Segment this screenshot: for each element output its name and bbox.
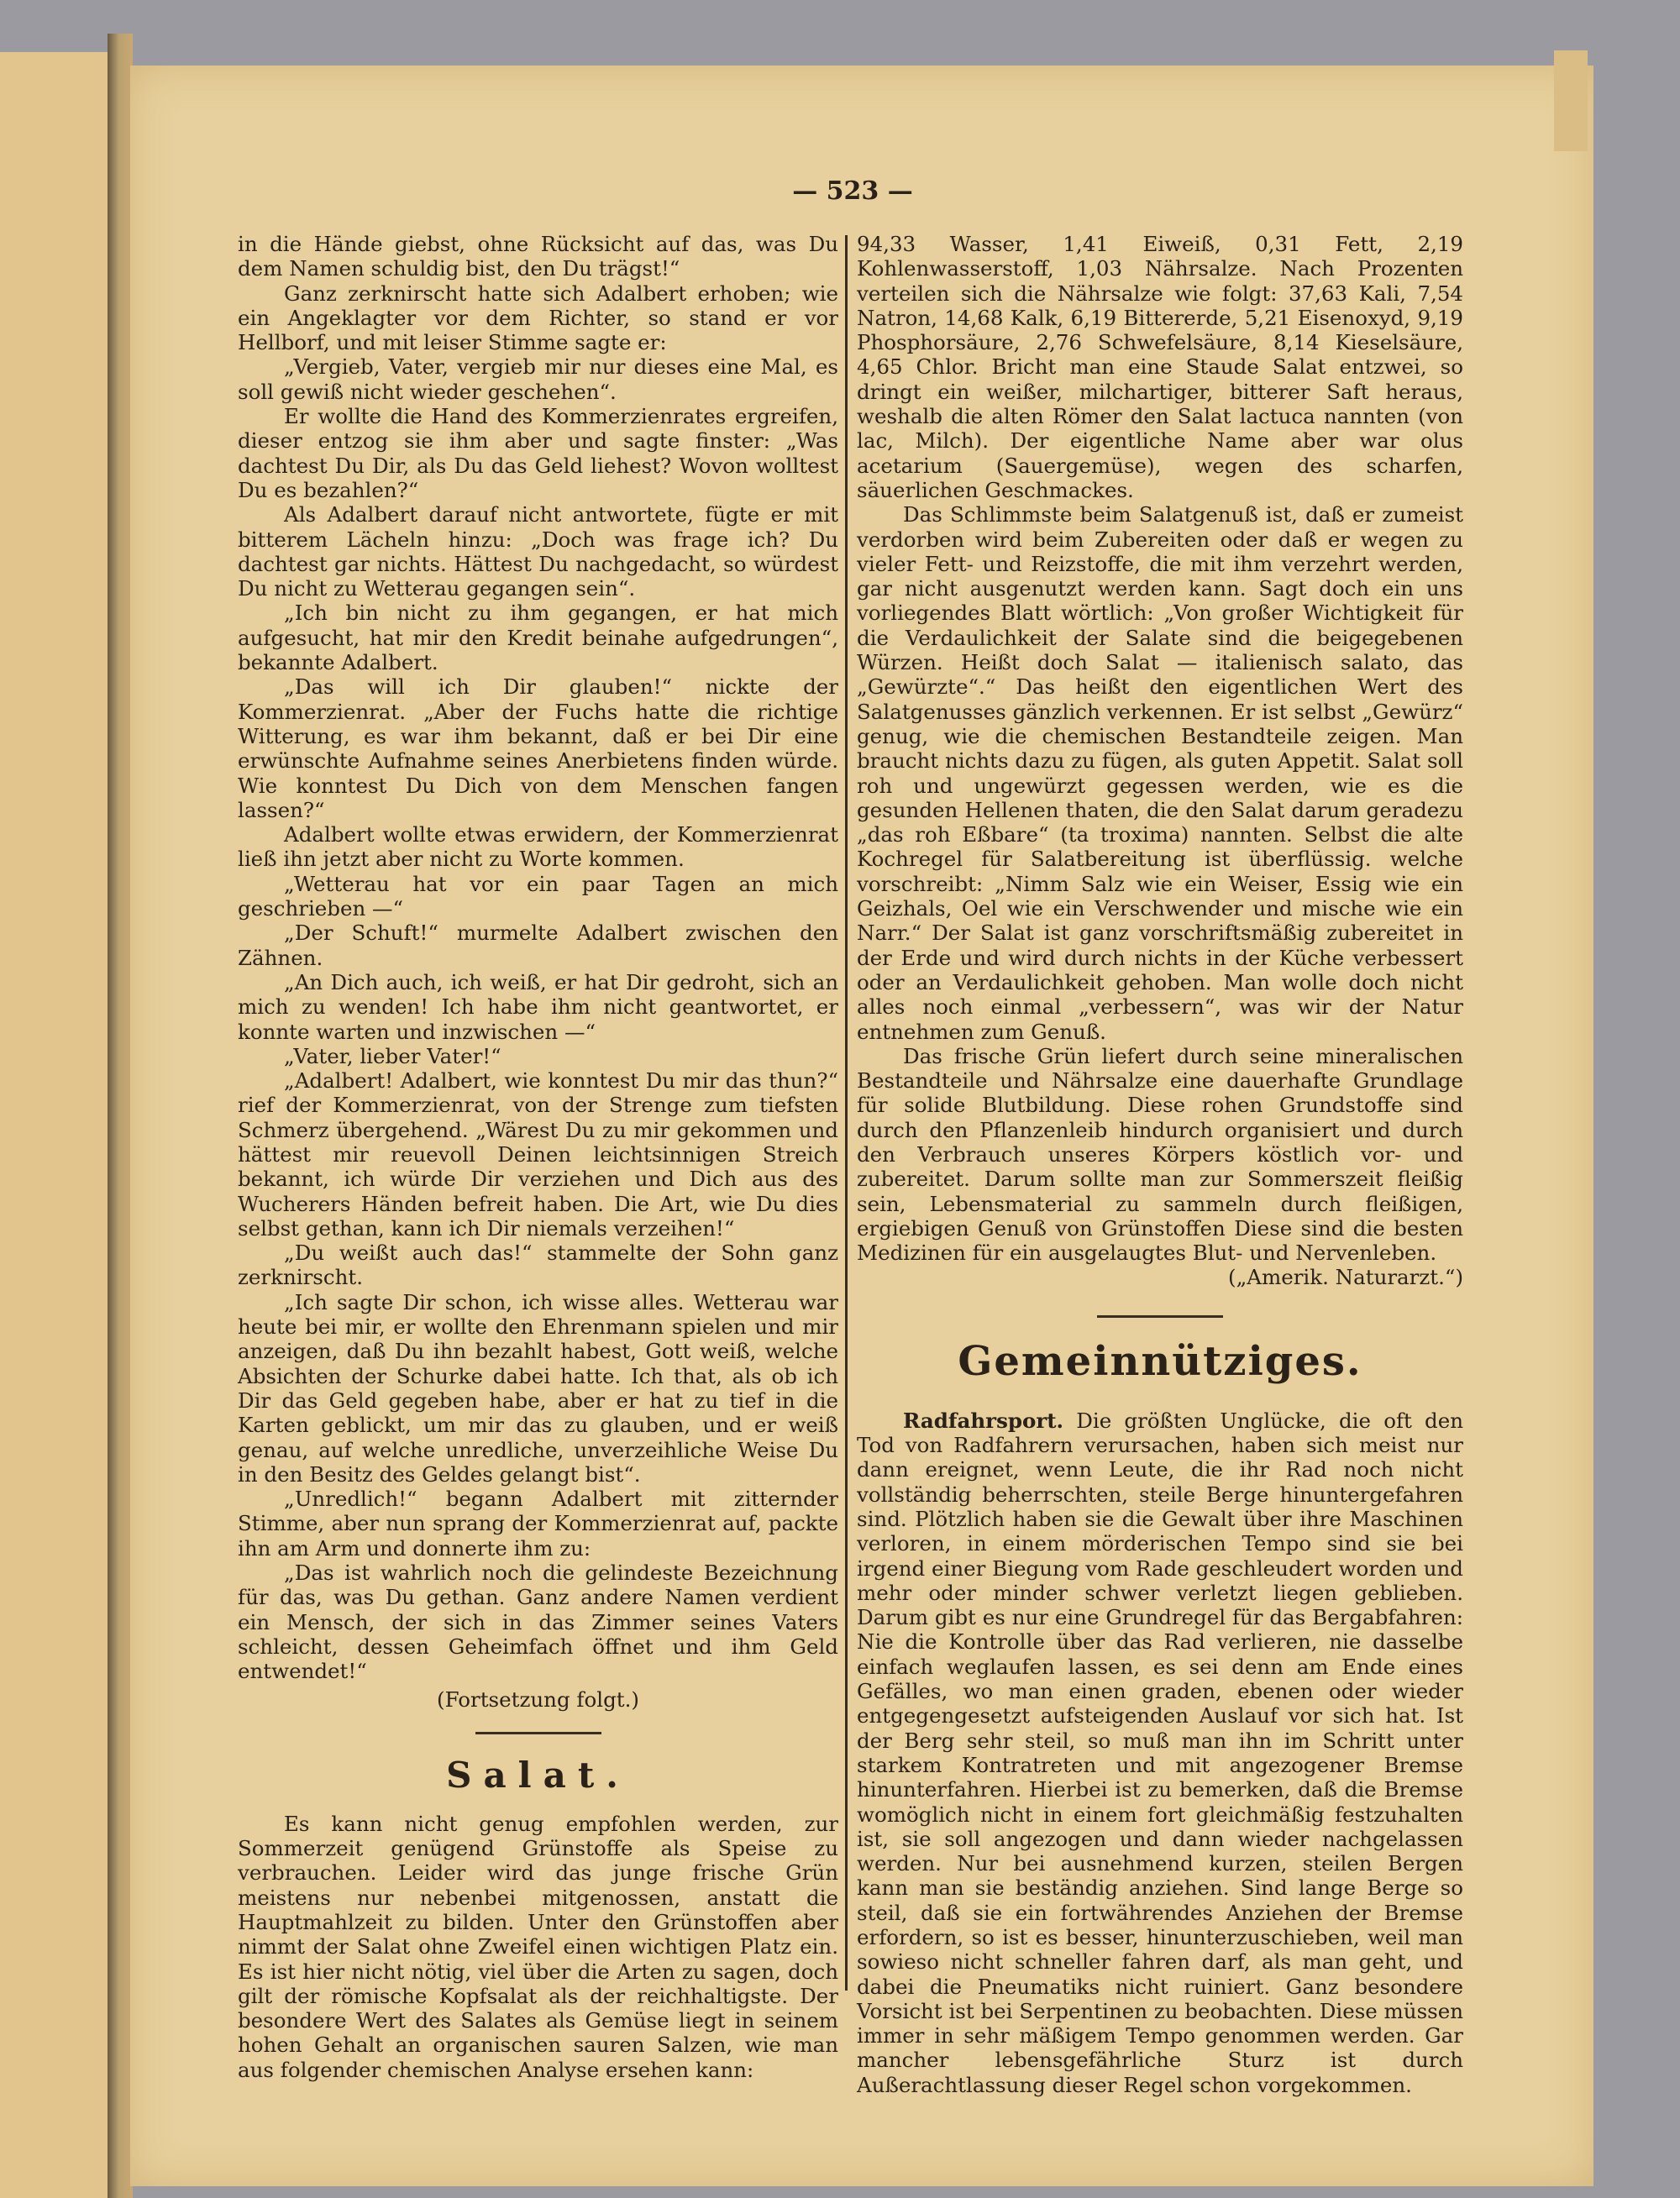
left-column (238, 232, 838, 2082)
salat-heading: Salat. (446, 1754, 630, 1796)
book-spine (108, 34, 133, 2198)
story-paragraph: „Ich sagte Dir schon, ich wisse alles. Wetterau war heute bei mir, er wollte den Ehrenmann spielen und mir anzeigen, daß Du ihn bezahlt habest, Gott weiß, welche Absichten der Schurke dabei hatte. Ich that, als ob ich Dir das Geld gegeben habe, aber er hat zu tief in die Karten geblickt, um mir das zu glauben, und er weiß genau, auf welche unredliche, unverzeihliche Weise Du in den Besitz des Geldes gelangt bist“. (238, 1289, 838, 1487)
salat-paragraph: 94,33 Wasser, 1,41 Eiweiß, 0,31 Fett, 2,19 Kohlenwasserstoff, 1,03 Nährsalze. Nach Prozenten verteilen sich die Nährsalze wie folgt: 37,63 Kali, 7,54 Natron, 14,68 Kalk, 6,19 Bittererde, 5,21 Eisenoxyd, 9,19 Phosphorsäure, 2,76 Schwefelsäure, 8,14 Kieselsäure, 4,65 Chlor. Bricht man eine Staude Salat entzwei, so dringt ein weißer, milchartiger, bitterer Saft heraus, weshalb die alten Römer den Salat lactuca nannten (von lac, Milch). Der eigentliche Name aber war olus acetarium (Sauergemüse), wegen des scharfen, säuerlichen Geschmackes. (857, 232, 1463, 502)
radfahrsport-text: Die größten Unglücke, die oft den Tod von Radfahrern verursachen, haben sich meist nur dann ereignet, wenn Leute, die ihr Rad noch nicht vollständig beherrschten, steile Berge hinuntergefahren sind. Plötzlich haben sie die Gewalt über ihre Maschinen verloren, in einem mörderischen Tempo sind sie bei irgend einer Biegung vom Rade geschleudert worden und mehr oder minder schwer verletzt liegen geblieben. Darum gibt es nur eine Grundregel für das Bergabfahren: Nie die Kontrolle über das Rad verlieren, nie dasselbe einfach weglaufen lassen, es sei denn am Ende eines Gefälles, wo man einen graden, ebenen oder wieder entgegengesetzt aufsteigenden Auslauf vor sich hat. Ist der Berg sehr steil, so muß man ihn im Schritt unter starkem Kontratreten und mit angezogener Bremse hinunterfahren. Hierbei ist zu bemerken, daß die Bremse womöglich nicht in einem fort gleichmäßig festzuhalten ist, sie soll angezogen und dann wieder nachgelassen werden. Nur bei ausnehmend kurzen, steilen Bergen kann man sie beständig anziehen. Sind lange Berge so steil, daß sie ein fortwährendes Anziehen der Bremse erfordern, so ist es besser, hinunterzuschieben, weil man sowieso nicht schneller fahren darf, als man geht, und dabei die Pneumatiks nicht ruiniert. Ganz besondere Vorsicht ist bei Serpentinen zu beobachten. Diese müssen immer in sehr mäßigem Tempo genommen werden. Gar mancher lebensgefährliche Sturz ist durch Außerachtlassung dieser Regel schon vorgekommen. (857, 1408, 1463, 2097)
story-paragraph: „Adalbert! Adalbert, wie konntest Du mir das thun?“ rief der Kommerzienrat, von der Strenge zum tiefsten Schmerz übergehend. „Wärest Du zu mir gekommen und hättest mir reuevoll Deinen leichtsinnigen Streich bekannt, ich würde Dir verziehen und Dich aus des Wucherers Händen befreit haben. Die Art, wie Du dies selbst gethan, kann ich Dir niemals verzeihen!“ (238, 1068, 838, 1241)
continuation-note: (Fortsetzung folgt.) (437, 1687, 639, 1712)
story-paragraph: Als Adalbert darauf nicht antwortete, fügte er mit bitterem Lächeln hinzu: „Doch was frage ich? Du dachtest gar nichts. Hättest Du nachgedacht, so würdest Du nicht zu Wetterau gegangen sein“. (238, 502, 838, 601)
story-paragraph: „Wetterau hat vor ein paar Tagen an mich geschrieben —“ (238, 871, 838, 921)
radfahrsport-paragraph (857, 1409, 1463, 2097)
page-corner-tear (1554, 50, 1588, 151)
story-paragraph: Ganz zerknirscht hatte sich Adalbert erhoben; wie ein Angeklagter vor dem Richter, so stand er vor Hellborf, und mit leiser Stimme sagte er: (238, 281, 838, 355)
story-paragraph: in die Hände giebst, ohne Rücksicht auf das, was Du dem Namen schuldig bist, den Du trägst!“ (238, 232, 838, 281)
story-paragraph: Adalbert wollte etwas erwidern, der Kommerzienrat ließ ihn jetzt aber nicht zu Worte kommen. (238, 822, 838, 872)
salat-source: („Amerik. Naturarzt.“) (1228, 1265, 1463, 1290)
gemeinnuetziges-heading: Gemeinnütziges. (958, 1337, 1362, 1385)
story-paragraph: „Der Schuft!“ murmelte Adalbert zwischen den Zähnen. (238, 921, 838, 970)
story-paragraph: „Unredlich!“ begann Adalbert mit zitternder Stimme, aber nun sprang der Kommerzienrat auf, packte ihn am Arm und donnerte ihm zu: (238, 1487, 838, 1561)
radfahrsport-label: Radfahrsport. (903, 1408, 1064, 1433)
story-paragraph: „Ich bin nicht zu ihm gegangen, er hat mich aufgesucht, hat mir den Kredit beinahe aufgedrungen“, bekannte Adalbert. (238, 601, 838, 675)
story-paragraph: „Vergieb, Vater, vergieb mir nur dieses eine Mal, es soll gewiß nicht wieder geschehen“. (238, 354, 838, 404)
section-rule (475, 1732, 601, 1734)
page-number: — 523 — (792, 176, 913, 206)
salat-paragraph: Das frische Grün liefert durch seine mineralischen Bestandteile und Nährsalze eine dauerhafte Grundlage für solide Blutbildung. Diese rohen Grundstoffe sind durch den Pflanzenleib hindurch organisiert und durch den Verbrauch unseres Körpers köstlich vor- und zubereitet. Darum sollte man zur Sommerszeit fleißig sein, Lebensmaterial zu sammeln durch fleißigen, ergiebigen Genuß von Grünstoffen Diese sind die besten Medizinen für ein ausgelaugtes Blut- und Nervenleben. (857, 1043, 1463, 1266)
adjacent-page-edge (0, 52, 108, 2198)
story-paragraph: „Das will ich Dir glauben!“ nickte der Kommerzienrat. „Aber der Fuchs hatte die richtige Witterung, es war ihm bekannt, daß er bei Dir eine erwünschte Aufnahme seines Anerbietens finden würde. Wie konntest Du Dich von dem Menschen fangen lassen?“ (238, 674, 838, 822)
right-column (857, 232, 1463, 2097)
story-text (238, 232, 838, 1684)
story-paragraph: „Das ist wahrlich noch die gelindeste Bezeichnung für das, was Du gethan. Ganz andere Namen verdient ein Mensch, der sich in das Zimmer seines Vaters schleicht, dessen Geheimfach öffnet und ihm Geld entwendet!“ (238, 1561, 838, 1684)
salat-paragraph: Das Schlimmste beim Salatgenuß ist, daß er zumeist verdorben wird beim Zubereiten oder daß er wegen zu vieler Fett- und Reizstoffe, die mit ihm verzehrt werden, gar nicht ausgenutzt werden kann. Sagt doch ein uns vorliegendes Blatt wörtlich: „Von großer Wichtigkeit für die Verdaulichkeit der Salate sind die beigegebenen Würzen. Heißt doch Salat — italienisch salato, das „Gewürzte“.“ Das heißt den eigentlichen Wert des Salatgenusses gänzlich verkennen. Er ist selbst „Gewürz“ genug, wie die chemischen Bestandteile zeigen. Man braucht nichts dazu zu fügen, als guten Appetit. Salat soll roh und ungewürzt gegessen werden, wie es die gesunden Hellenen thaten, die den Salat darum geradezu „das roh Eßbare“ (ta troxima) nannten. Selbst die alte Kochregel für Salatbereitung ist überflüssig. welche vorschreibt: „Nimm Salz wie ein Weiser, Essig wie ein Geizhals, Oel wie ein Verschwender und mische wie ein Narr.“ Der Salat ist ganz vorschriftsmäßig zubereitet in der Erde und wird durch nichts in der Küche verbessert oder an Verdaulichkeit gehoben. Man wolle doch nicht alles noch einmal „verbessern“, was wir der Natur entnehmen zum Genuß. (857, 502, 1463, 1044)
story-paragraph: „Du weißt auch das!“ stammelte der Sohn ganz zerknirscht. (238, 1241, 838, 1290)
section-rule (1097, 1315, 1223, 1318)
salat-paragraph: Es kann nicht genug empfohlen werden, zur Sommerzeit genügend Grünstoffe als Speise zu verbrauchen. Leider wird das junge frische Grün meistens nur nebenbei mitgenossen, anstatt die Hauptmahlzeit zu bilden. Unter den Grünstoffen aber nimmt der Salat ohne Zweifel einen wichtigen Platz ein. Es ist hier nicht nötig, viel über die Arten zu sagen, doch gilt der römische Kopfsalat als der reichhaltigste. Der besondere Wert des Salates als Gemüse liegt in seinem hohen Gehalt an organischen sauren Salzen, wie man aus folgender chemischen Analyse ersehen kann: (238, 1811, 838, 2082)
story-paragraph: Er wollte die Hand des Kommerzienrates ergreifen, dieser entzog sie ihm aber und sagte finster: „Was dachtest Du Dir, als Du das Geld liehest? Wovon wolltest Du es bezahlen?“ (238, 404, 838, 502)
story-paragraph: „Vater, lieber Vater!“ (284, 1043, 501, 1068)
column-divider (845, 235, 848, 1991)
story-paragraph: „An Dich auch, ich weiß, er hat Dir gedroht, sich an mich zu wenden! Ich habe ihm nicht geantwortet, er konnte warten und inzwischen —“ (238, 969, 838, 1044)
